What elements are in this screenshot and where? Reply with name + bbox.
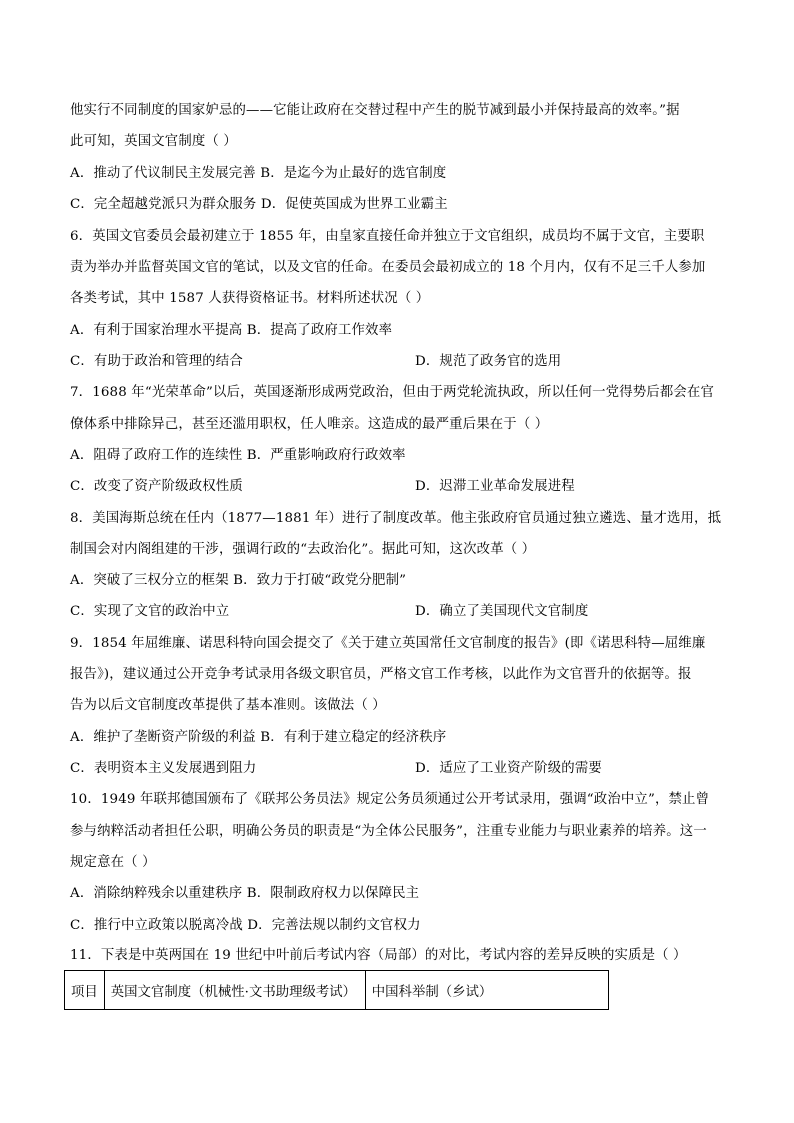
- q8-options-ab: A．突破了三权分立的框架 B．致力于打破“政党分肥制”: [70, 573, 407, 588]
- q6-option-d: D．规范了政务官的选用: [415, 354, 562, 369]
- q5-options-cd: C．完全超越党派只为群众服务 D．促使英国成为世界工业霸主: [70, 197, 448, 212]
- q6-stem-line-2: 责为举办并监督英国文官的笔试，以及文官的任命。在委员会最初成立的 18 个月内，仅有不足三千人参加: [70, 260, 706, 275]
- q6-option-c: C．有助于政治和管理的结合: [70, 354, 243, 369]
- q10-stem-line-3: 规定意在（ ）: [70, 855, 156, 870]
- q9-stem-line-1: 9．1854 年屈维廉、诺思科特向国会提交了《关于建立英国常任文官制度的报告》(即《诺思科特—屈维廉: [70, 636, 706, 651]
- q7-stem-line-1: 7．1688 年“光荣革命”以后，英国逐渐形成两党政治，但由于两党轮流执政，所以任何一党得势后都会在官: [70, 385, 714, 400]
- q5-stem-line-2: 此可知，英国文官制度（ ）: [70, 134, 237, 149]
- table-header-cell: 中国科举制（乡试）: [365, 971, 608, 1010]
- q6-stem-line-3: 各类考试，其中 1587 人获得资格证书。材料所述状况（ ）: [70, 291, 430, 306]
- q11-stem: 11．下表是中英两国在 19 世纪中叶前后考试内容（局部）的对比，考试内容的差异反映的实质是（ ）: [70, 948, 687, 963]
- table-header-cell: 英国文官制度（机械性·文书助理级考试）: [104, 971, 365, 1010]
- q9-options-ab: A．维护了垄断资产阶级的利益 B．有利于建立稳定的经济秩序: [70, 730, 447, 745]
- table-header-cell: 项目: [65, 971, 105, 1010]
- q9-option-d: D．适应了工业资产阶级的需要: [415, 761, 602, 776]
- q7-option-c: C．改变了资产阶级政权性质: [70, 479, 243, 494]
- q10-stem-line-1: 10．1949 年联邦德国颁布了《联邦公务员法》规定公务员须通过公开考试录用，强调“政治中立”，禁止曾: [70, 792, 710, 807]
- q8-stem-line-2: 制国会对内阁组建的干涉，强调行政的“去政治化”。据此可知，这次改革（ ）: [70, 542, 536, 557]
- table-header-row: [65, 971, 609, 1010]
- q9-stem-line-3: 告为以后文官制度改革提供了基本准则。该做法（ ）: [70, 698, 386, 713]
- q9-option-c: C．表明资本主义发展遇到阻力: [70, 761, 257, 776]
- q9-options-cd: [70, 759, 602, 779]
- q7-options-cd: [70, 477, 575, 497]
- q6-stem-line-1: 6．英国文官委员会最初建立于 1855 年，由皇家直接任命并独立于文官组织，成员均不属于文官，主要职: [70, 229, 705, 244]
- q9-stem-line-2: 报告》)，建议通过公开竞争考试录用各级文职官员，严格文官工作考核，以此作为文官晋升的依据等。报: [70, 667, 692, 682]
- comparison-table: [64, 970, 609, 1010]
- q10-options-ab: A．消除纳粹残余以重建秩序 B．限制政府权力以保障民主: [70, 886, 420, 901]
- q5-stem-line-1: 他实行不同制度的国家妒忌的——它能让政府在交替过程中产生的脱节减到最小并保持最高的效率。”据: [70, 103, 680, 118]
- q6-options-cd: [70, 352, 562, 372]
- q8-options-cd: [70, 602, 589, 622]
- q10-stem-line-2: 参与纳粹活动者担任公职，明确公务员的职责是“为全体公民服务”，注重专业能力与职业素养的培养。这一: [70, 824, 707, 839]
- q10-options-cd: C．推行中立政策以脱离冷战 D．完善法规以制约文官权力: [70, 918, 421, 933]
- q6-options-ab: A．有利于国家治理水平提高 B．提高了政府工作效率: [70, 323, 393, 338]
- q7-stem-line-2: 僚体系中排除异己，甚至还滥用职权，任人唯亲。这造成的最严重后果在于（ ）: [70, 417, 549, 432]
- q7-option-d: D．迟滞工业革命发展进程: [415, 479, 575, 494]
- q7-options-ab: A．阻碍了政府工作的连续性 B．严重影响政府行政效率: [70, 448, 406, 463]
- q5-options-ab: A．推动了代议制民主发展完善 B．是迄今为止最好的选官制度: [70, 166, 447, 181]
- q8-option-d: D．确立了美国现代文官制度: [415, 604, 589, 619]
- q8-option-c: C．实现了文官的政治中立: [70, 604, 230, 619]
- q8-stem-line-1: 8．美国海斯总统在任内（1877—1881 年）进行了制度改革。他主张政府官员通过独立遴选、量才选用，抵: [70, 511, 722, 526]
